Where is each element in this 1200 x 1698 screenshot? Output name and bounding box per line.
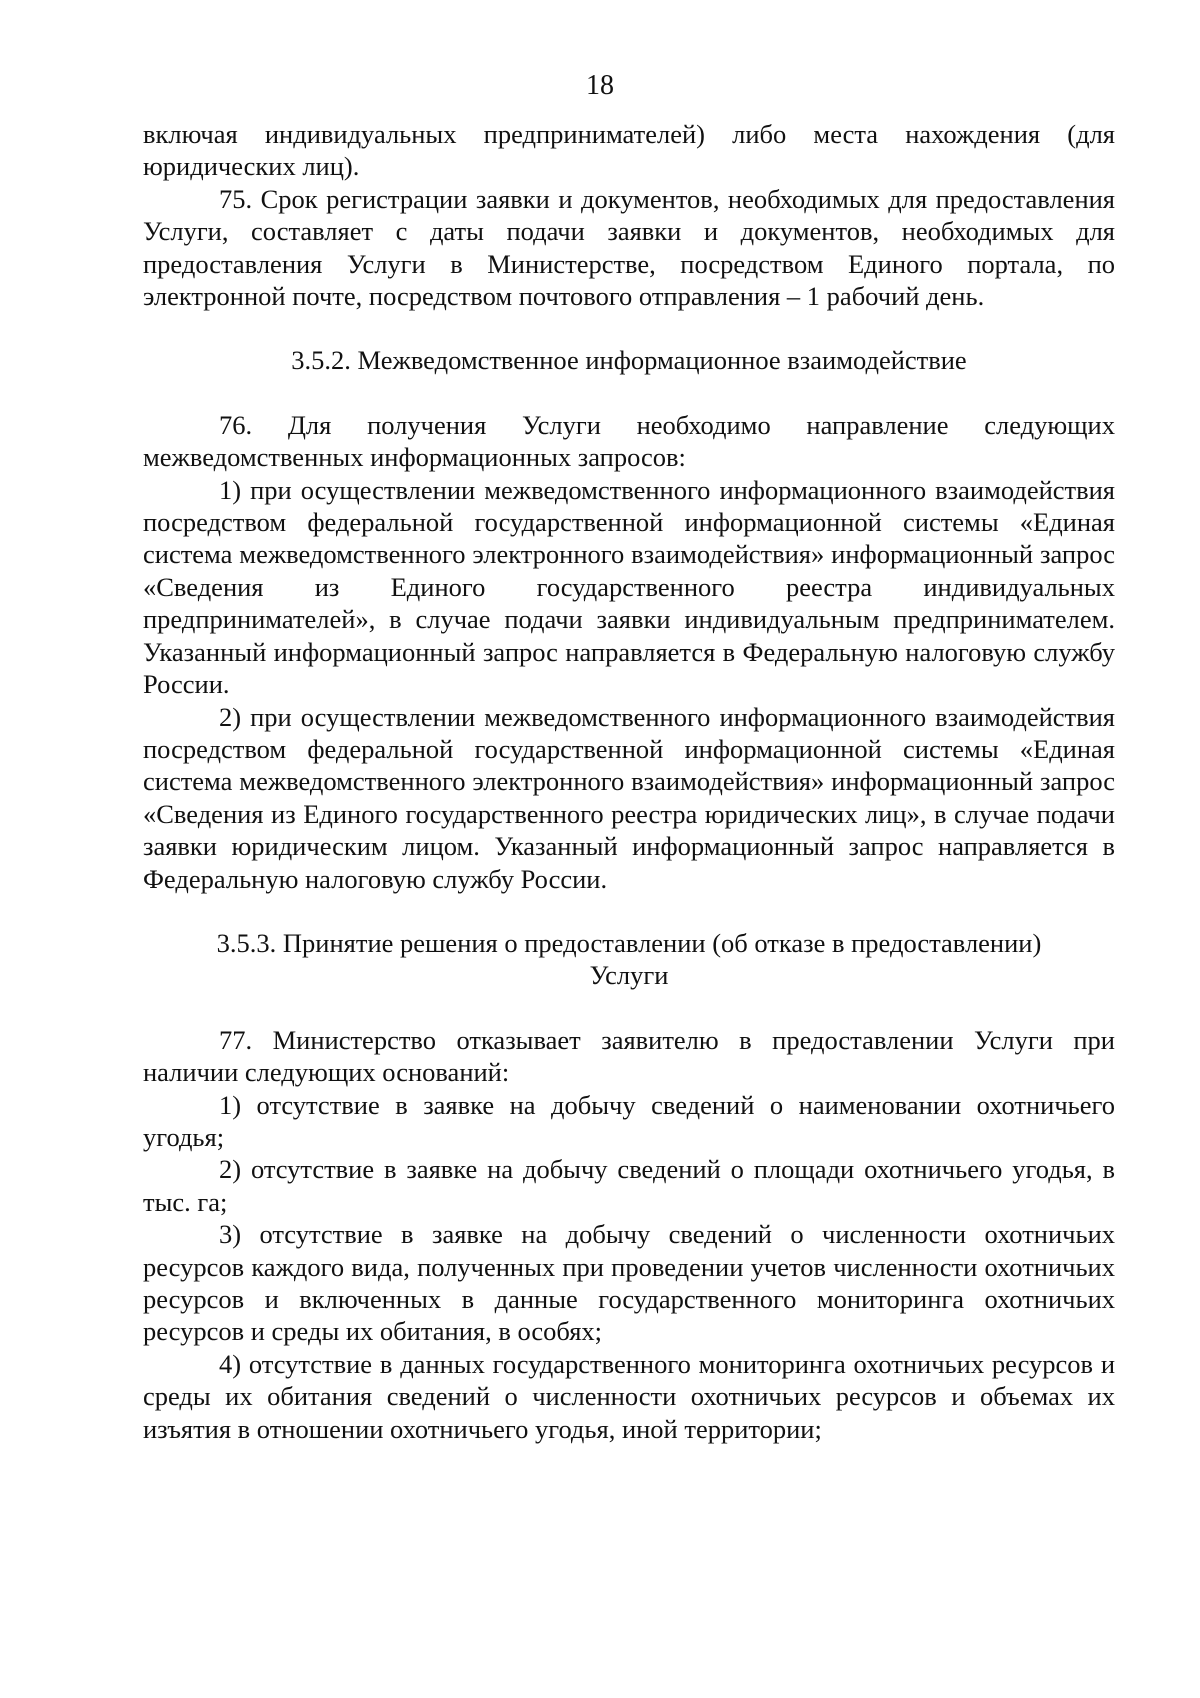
paragraph-76: 76. Для получения Услуги необходимо направление следующих межведомственных информационных запросов: (143, 409, 1115, 473)
section-heading-3-5-3 (143, 927, 1115, 992)
paragraph-77-item-2: 2) отсутствие в заявке на добычу сведений о площади охотничьего угодья, в тыс. га; (143, 1154, 1115, 1217)
page-number: 18 (586, 70, 614, 101)
section-heading-3-5-2: 3.5.2. Межведомственное информационное взаимодействие (291, 345, 967, 376)
paragraph-continuation: включая индивидуальных предпринимателей) либо места нахождения (для юридических лиц). (143, 119, 1115, 182)
paragraph-75: 75. Срок регистрации заявки и документов, необходимых для предоставления Услуги, составляет с даты подачи заявки и документов, необходимых для предоставления Услуги в Министерстве, посредством Единого портала, по электронной почте, посредством почтового отправления – 1 рабочий день. (143, 183, 1115, 312)
paragraph-77: 77. Министерство отказывает заявителю в предоставлении Услуги при наличии следующих оснований: (143, 1024, 1115, 1088)
paragraph-77-item-4: 4) отсутствие в данных государственного мониторинга охотничьих ресурсов и среды их обитания сведений о численности охотничьих ресурсов и объемах их изъятия в отношении охотничьего угодья, иной территории; (143, 1348, 1115, 1444)
paragraph-76-item-1: 1) при осуществлении межведомственного информационного взаимодействия посредством федеральной государственной информационной системы «Единая система межведомственного электронного взаимодействия» информационный запрос «Сведения из Единого государственного реестра индивидуальных предпринимателей», в случае подачи заявки индивидуальным предпринимателем. Указанный информационный запрос направляется в Федеральную налоговую службу России. (143, 474, 1115, 700)
paragraph-76-item-2: 2) при осуществлении межведомственного информационного взаимодействия посредством федеральной государственной информационной системы «Единая система межведомственного электронного взаимодействия» информационный запрос «Сведения из Единого государственного реестра юридических лиц», в случае подачи заявки юридическим лицом. Указанный информационный запрос направляется в Федеральную налоговую службу России. (143, 701, 1115, 894)
section-heading-line-1: 3.5.3. Принятие решения о предоставлении (об отказе в предоставлении) (216, 927, 1042, 958)
document-body (143, 118, 1115, 1445)
section-heading-line-2: Услуги (589, 960, 669, 991)
paragraph-77-item-1: 1) отсутствие в заявке на добычу сведений о наименовании охотничьего угодья; (143, 1089, 1115, 1152)
paragraph-77-item-3: 3) отсутствие в заявке на добычу сведений о численности охотничьих ресурсов каждого вида, полученных при проведении учетов численности охотничьих ресурсов и включенных в данные государственного мониторинга охотничьих ресурсов и среды их обитания, в особях; (143, 1219, 1115, 1347)
